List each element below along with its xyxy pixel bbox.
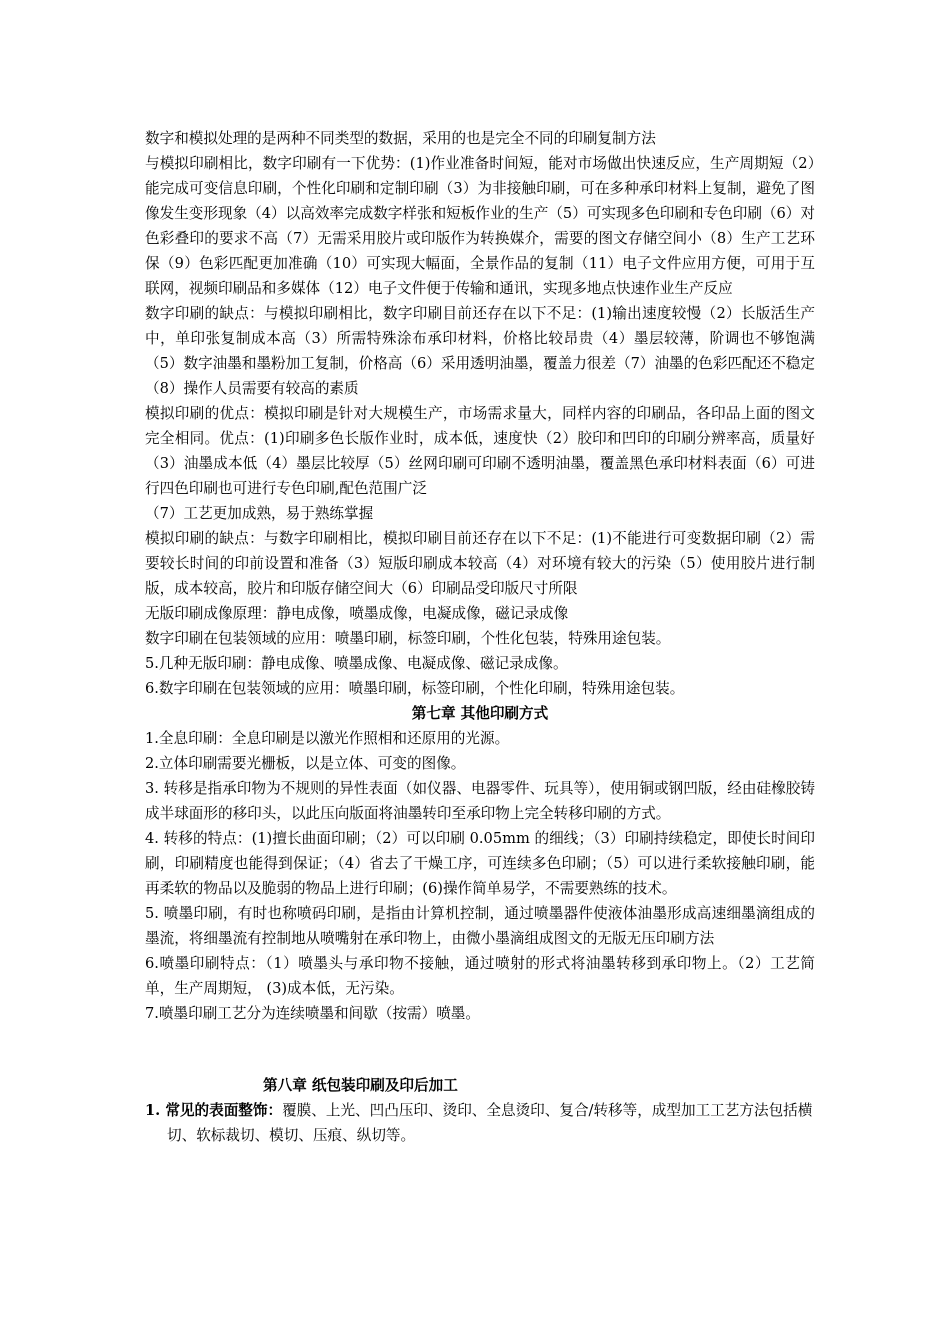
paragraph: 数字和模拟处理的是两种不同类型的数据，采用的也是完全不同的印刷复制方法 <box>145 130 656 147</box>
paragraph: 模拟印刷的优点：模拟印刷是针对大规模生产，市场需求量大，同样内容的印刷品，各印品上面的图文完全相同。优点：(1)印刷多色长版作业时，成本低，速度快（2）胶印和凹印的印刷分辨率高，质量好（3）油墨成本低（4）墨层比较厚（5）丝网印刷可印刷不透明油墨，覆盖黑色承印材料表面（6）可进行四色印刷也可进行专色印刷,配色范围广泛 <box>145 405 815 497</box>
paragraph: （7）工艺更加成熟，易于熟练掌握 <box>145 505 374 522</box>
paragraph: 数字印刷在包装领域的应用：喷墨印刷，标签印刷，个性化包装，特殊用途包装。 <box>145 630 671 647</box>
paragraph: 模拟印刷的缺点：与数字印刷相比，模拟印刷目前还存在以下不足：(1)不能进行可变数据印刷（2）需要较长时间的印前设置和准备（3）短版印刷成本较高（4）对环境有较大的污染（5）使用胶片进行制版，成本较高，胶片和印版存储空间大（6）印刷品受印版尺寸所限 <box>145 530 815 597</box>
paragraph: 数字印刷的缺点：与模拟印刷相比，数字印刷目前还存在以下不足：(1)输出速度较慢（2）长版活生产中，单印张复制成本高（3）所需特殊涂布承印材料，价格比较昂贵（4）墨层较薄，阶调也不够饱满（5）数字油墨和墨粉加工复制，价格高（6）采用透明油墨，覆盖力很差（7）油墨的色彩匹配还不稳定（8）操作人员需要有较高的素质 <box>145 305 815 397</box>
chapter-7-item: 2.立体印刷需要光栅板，以是立体、可变的图像。 <box>145 755 466 772</box>
chapter-8-item <box>145 1098 815 1148</box>
paragraph: 5.几种无版印刷：静电成像、喷墨成像、电凝成像、磁记录成像。 <box>145 655 568 672</box>
chapter-7-item: 5. 喷墨印刷，有时也称喷码印刷，是指由计算机控制，通过喷墨器件使液体油墨形成高速细墨滴组成的墨流，将细墨流有控制地从喷嘴射在承印物上，由微小墨滴组成图文的无版无压印刷方法 <box>145 905 815 947</box>
document-page <box>145 126 815 1148</box>
chapter-8-item-label: 1. 常见的表面整饰： <box>145 1102 283 1119</box>
chapter-7-item: 1.全息印刷：全息印刷是以激光作照相和还原用的光源。 <box>145 730 510 747</box>
chapter-8-title: 第八章 纸包装印刷及印后加工 <box>263 1077 458 1094</box>
chapter-7-item: 7.喷墨印刷工艺分为连续喷墨和间歇（按需）喷墨。 <box>145 1005 480 1022</box>
section-spacer <box>145 1026 815 1073</box>
chapter-7-item: 4. 转移的特点：(1)擅长曲面印刷；（2）可以印刷 0.05mm 的细线；（3）印刷持续稳定，即使长时间印刷，印刷精度也能得到保证；（4）省去了干燥工序，可连续多色印刷；（5）可以进行柔软接触印刷，能再柔软的物品以及脆弱的物品上进行印刷；(6)操作简单易学，不需要熟练的技术。 <box>145 830 815 897</box>
chapter-7-item: 6.喷墨印刷特点：（1）喷墨头与承印物不接触，通过喷射的形式将油墨转移到承印物上。（2）工艺简单，生产周期短， (3)成本低，无污染。 <box>145 955 815 997</box>
chapter-7-item: 3. 转移是指承印物为不规则的异性表面（如仪器、电器零件、玩具等），使用铜或钢凹版，经由硅橡胶铸成半球面形的移印头，以此压向版面将油墨转印至承印物上完全转移印刷的方式。 <box>145 780 815 822</box>
paragraph: 6.数字印刷在包装领域的应用：喷墨印刷，标签印刷，个性化印刷，特殊用途包装。 <box>145 680 685 697</box>
chapter-8-item-text: 覆膜、上光、凹凸压印、烫印、全息烫印、复合/转移等，成型加工工艺方法包括横切、软标裁切、模切、压痕、纵切等。 <box>167 1102 813 1144</box>
chapter-7-title: 第七章 其他印刷方式 <box>411 705 549 722</box>
paragraph: 无版印刷成像原理：静电成像，喷墨成像，电凝成像，磁记录成像 <box>145 605 569 622</box>
paragraph: 与模拟印刷相比，数字印刷有一下优势：(1)作业准备时间短，能对市场做出快速反应，生产周期短（2）能完成可变信息印刷，个性化印刷和定制印刷（3）为非接触印刷，可在多种承印材料上复制，避免了图像发生变形现象（4）以高效率完成数字样张和短板作业的生产（5）可实现多色印刷和专色印刷（6）对色彩叠印的要求不高（7）无需采用胶片或印版作为转换媒介，需要的图文存储空间小（8）生产工艺环保（9）色彩匹配更加准确（10）可实现大幅面，全景作品的复制（11）电子文件应用方便，可用于互联网，视频印刷品和多媒体（12）电子文件便于传输和通讯，实现多地点快速作业生产反应 <box>145 155 815 297</box>
